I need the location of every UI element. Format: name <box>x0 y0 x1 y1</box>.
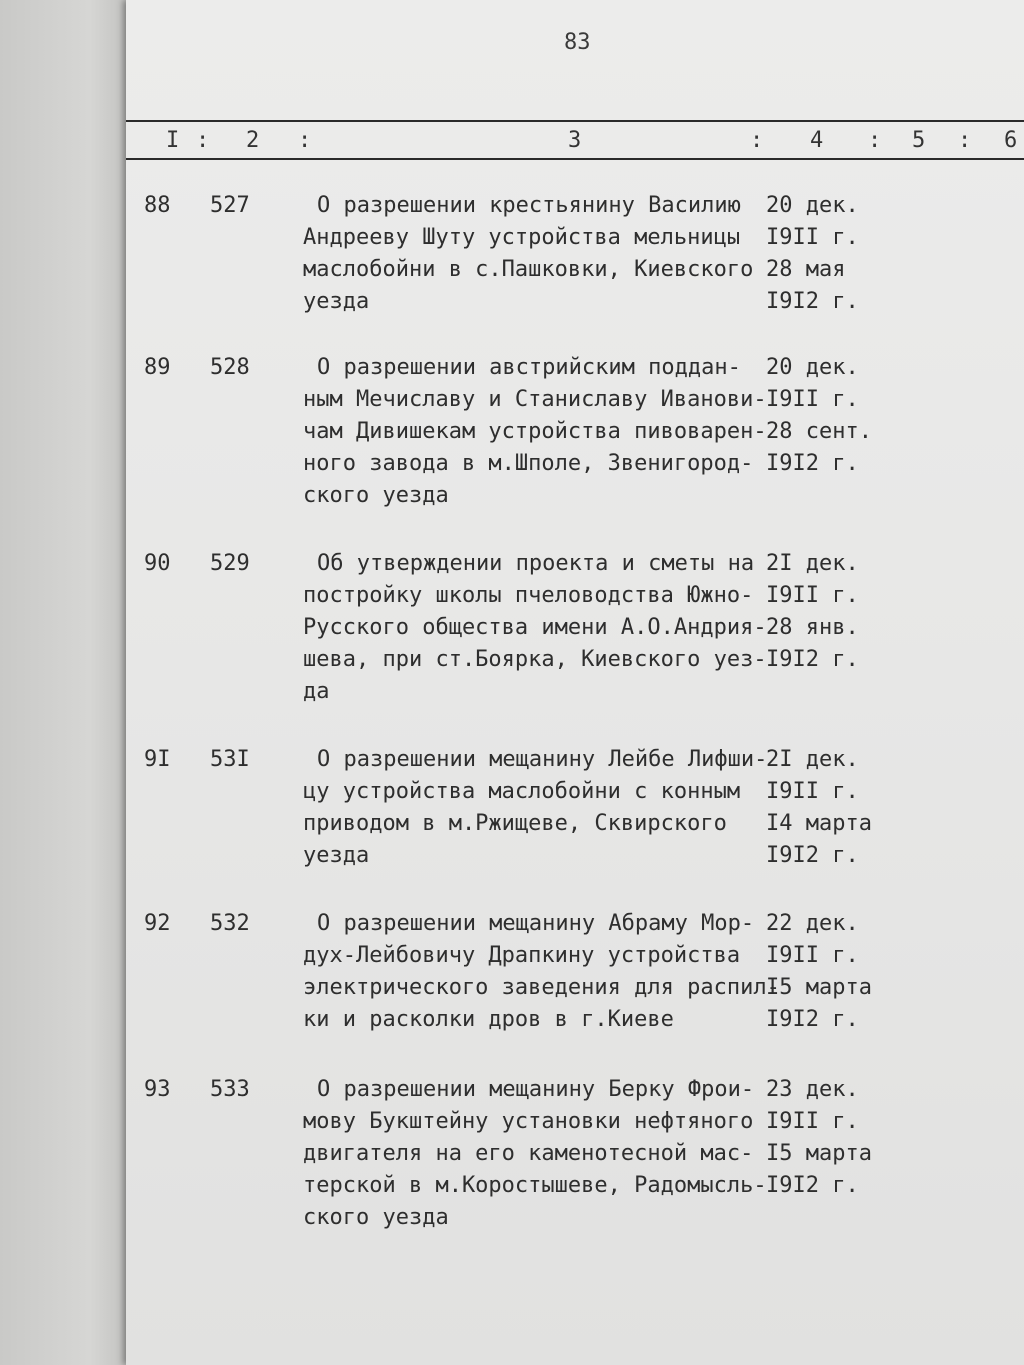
description-line: ского уезда <box>303 483 449 508</box>
entry-description <box>303 352 769 512</box>
description-line: О разрешении мещанину Берку Фрои- <box>317 1077 755 1102</box>
date-line: I9II г. <box>766 387 859 412</box>
header-rule-bottom <box>126 158 1024 160</box>
date-line: 28 мая <box>766 257 846 282</box>
column-separator: : <box>298 128 312 153</box>
description-line: дух-Лейбовичу Драпкину устройства <box>303 943 741 968</box>
description-line: маслобойни в с.Пашковки, Киевского <box>303 257 754 282</box>
date-line: 23 дек. <box>766 1077 859 1102</box>
date-line: 28 сент. <box>766 419 872 444</box>
column-separator: : <box>868 128 882 153</box>
column-separator: : <box>196 128 210 153</box>
column-header-5: 5 <box>912 128 926 153</box>
description-line: уезда <box>303 289 370 314</box>
description-line: двигателя на его каменотесной мас- <box>303 1141 754 1166</box>
date-line: I9II г. <box>766 583 859 608</box>
description-line: Русского общества имени А.О.Андрия- <box>303 615 767 640</box>
left-page-margin <box>0 0 128 1365</box>
description-line: ным Мечиславу и Станиславу Иванови- <box>303 387 767 412</box>
date-line: 22 дек. <box>766 911 859 936</box>
entry-dates <box>766 1074 906 1202</box>
date-line: 20 дек. <box>766 193 859 218</box>
description-line: О разрешении австрийским поддан- <box>317 355 741 380</box>
entry-description <box>303 908 780 1036</box>
page-number: 83 <box>564 30 591 55</box>
entry-number: 93 <box>144 1077 171 1102</box>
date-line: I5 марта <box>766 975 872 1000</box>
entry-code: 53I <box>210 747 250 772</box>
date-line: 28 янв. <box>766 615 859 640</box>
description-line: приводом в м.Ржищеве, Сквирского <box>303 811 727 836</box>
description-line: мову Букштейну установки нефтяного <box>303 1109 754 1134</box>
description-line: терской в м.Коростышеве, Радомысль- <box>303 1173 767 1198</box>
entry-number: 9I <box>144 747 171 772</box>
entry-number: 90 <box>144 551 171 576</box>
entry-dates <box>766 548 906 676</box>
column-separator: : <box>958 128 972 153</box>
date-line: I9II г. <box>766 1109 859 1134</box>
entry-dates <box>766 352 906 480</box>
entry-code: 532 <box>210 911 250 936</box>
description-line: постройку школы пчеловодства Южно- <box>303 583 754 608</box>
entry-dates <box>766 908 906 1036</box>
column-header-3: 3 <box>568 128 582 153</box>
entry-description <box>303 548 769 708</box>
entry-code: 529 <box>210 551 250 576</box>
description-line: уезда <box>303 843 370 868</box>
entry-code: 528 <box>210 355 250 380</box>
date-line: 20 дек. <box>766 355 859 380</box>
description-line: да <box>303 679 330 704</box>
description-line: ного завода в м.Шполе, Звенигород- <box>303 451 754 476</box>
date-line: I4 марта <box>766 811 872 836</box>
date-line: I9II г. <box>766 779 859 804</box>
column-separator: : <box>750 128 764 153</box>
column-header-4: 4 <box>810 128 824 153</box>
entry-code: 527 <box>210 193 250 218</box>
description-line: шева, при ст.Боярка, Киевского уез- <box>303 647 767 672</box>
description-line: О разрешении мещанину Абраму Мор- <box>317 911 755 936</box>
date-line: I9I2 г. <box>766 647 859 672</box>
date-line: I9I2 г. <box>766 1007 859 1032</box>
entry-description <box>303 190 769 318</box>
description-line: О разрешении мещанину Лейбе Лифши- <box>317 747 768 772</box>
entry-code: 533 <box>210 1077 250 1102</box>
entry-number: 88 <box>144 193 171 218</box>
entry-dates <box>766 190 906 318</box>
date-line: 2I дек. <box>766 747 859 772</box>
entry-description <box>303 744 769 872</box>
date-line: 2I дек. <box>766 551 859 576</box>
date-line: I9II г. <box>766 943 859 968</box>
description-line: Андрееву Шуту устройства мельницы <box>303 225 741 250</box>
column-header-6: 6 <box>1004 128 1018 153</box>
description-line: Об утверждении проекта и сметы на <box>317 551 755 576</box>
date-line: I5 марта <box>766 1141 872 1166</box>
entry-description <box>303 1074 769 1234</box>
description-line: чам Дивишекам устройства пивоварен- <box>303 419 767 444</box>
date-line: I9I2 г. <box>766 1173 859 1198</box>
date-line: I9I2 г. <box>766 843 859 868</box>
entry-number: 89 <box>144 355 171 380</box>
date-line: I9I2 г. <box>766 451 859 476</box>
description-line: электрического заведения для распил- <box>303 975 780 1000</box>
column-header-1: I <box>166 128 180 153</box>
column-header-2: 2 <box>246 128 260 153</box>
date-line: I9II г. <box>766 225 859 250</box>
date-line: I9I2 г. <box>766 289 859 314</box>
entry-dates <box>766 744 906 872</box>
description-line: О разрешении крестьянину Василию <box>317 193 741 218</box>
description-line: цу устройства маслобойни с конным <box>303 779 741 804</box>
description-line: ки и расколки дров в г.Киеве <box>303 1007 674 1032</box>
description-line: ского уезда <box>303 1205 449 1230</box>
entry-number: 92 <box>144 911 171 936</box>
header-rule-top <box>126 120 1024 122</box>
